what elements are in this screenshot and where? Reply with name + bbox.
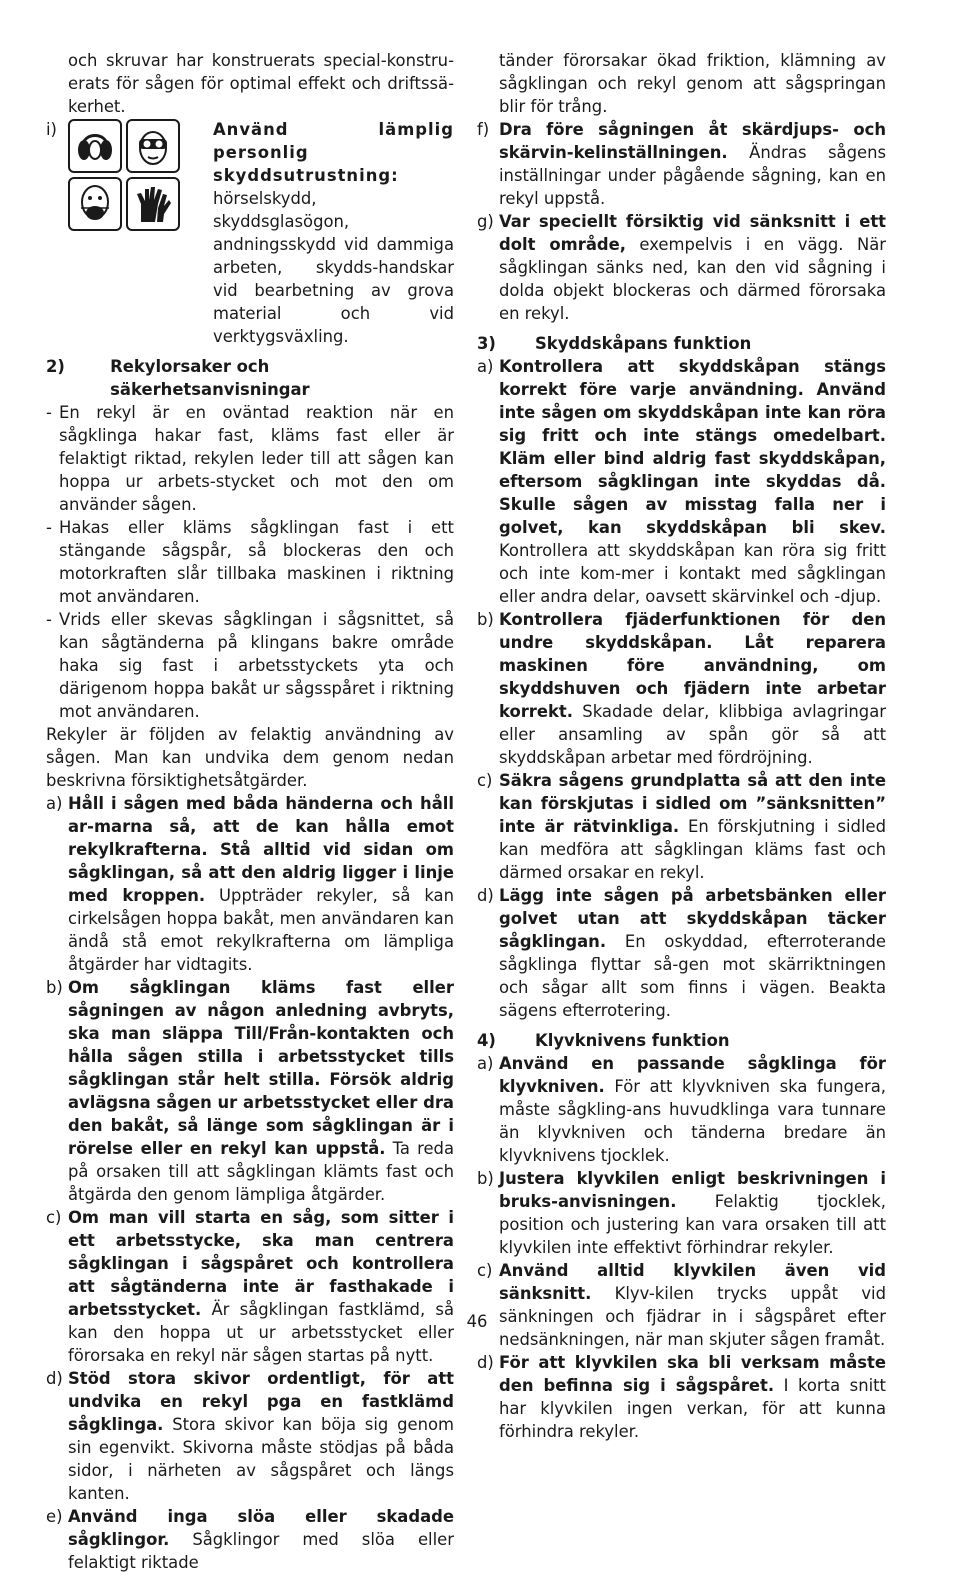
- item-bold: Kontrollera att skyddskåpan stängs korrekt före varje användning. Använd inte sågen om skyddskåpan inte kan röra sig fritt och inte stängs omedelbart. Kläm eller bind aldrig fast skyddskåpan, eftersom sågklingan inte skyddas då. Skulle sågen av misstag falla ner i golvet, kan skyddskåpan bli skev.: [499, 357, 886, 537]
- item-label: f): [477, 120, 490, 139]
- section-2-heading: [46, 355, 454, 401]
- item-bold: För att klyvkilen ska bli verksam måste den befinna sig i sågspåret.: [499, 1353, 886, 1395]
- item-bold: Använd alltid klyvkilen även vid sänksnitt.: [499, 1261, 886, 1303]
- item-f: [477, 118, 886, 210]
- ppe-bold: Använd lämplig personlig skyddsutrustning:: [213, 120, 454, 185]
- item-label: c): [46, 1208, 62, 1227]
- item-bold: Använd inga slöa eller skadade sågklingor.: [68, 1507, 454, 1549]
- item-text: Uppträder rekyler, så kan cirkelsågen hoppa bakåt, men användaren kan ändå stå emot rekylkrafterna om lämpliga åtgärder har vidtagits.: [68, 886, 454, 974]
- item-b: [477, 608, 886, 769]
- item-c: [477, 1259, 886, 1351]
- section-number: 3): [477, 334, 496, 353]
- item-i: [46, 118, 454, 348]
- bullet-text: Vrids eller skevas sågklingan i sågsnittet, så kan sågtänderna på klingans bakre område haka sig fast i arbetsstyckets yta och därigenom hoppa bakåt ur sågsspåret i riktning mot användaren.: [59, 610, 454, 721]
- item-d: [477, 1351, 886, 1443]
- item-bold: Använd en passande sågklinga för klyvkniven.: [499, 1054, 886, 1096]
- item-label: a): [477, 357, 494, 376]
- item-label: i): [46, 120, 57, 139]
- safety-glasses-icon: [126, 119, 180, 173]
- page-number: 46: [466, 1312, 488, 1331]
- item-label: b): [46, 978, 63, 997]
- item-text: Ändras sågens inställningar under pågående sågning, kan en rekyl uppstå.: [499, 143, 886, 208]
- item-bold: Stöd stora skivor ordentligt, för att undvika en rekyl pga en fastklämd sågklinga.: [68, 1369, 454, 1434]
- item-text: För att klyvkniven ska fungera, måste sågkling-ans huvudklinga vara tunnare än klyvkniven och tänderna bredare än klyvknivens tjocklek.: [499, 1077, 886, 1165]
- item-text: Sågklingor med slöa eller felaktigt riktade: [68, 1530, 454, 1572]
- ppe-icons: [68, 119, 186, 231]
- item-text: En förskjutning i sidled kan medföra att sågklingan kläms fast och därmed orsakar en rekyl.: [499, 817, 886, 882]
- item-bold: Om man vill starta en såg, som sitter i ett arbetsstycke, ska man centrera sågklingan i sågspåret och kontrollera att sågtänderna inte är fasthakade i arbetsstycket.: [68, 1208, 454, 1319]
- item-bold: Dra före sågningen åt skärdjups- och skärvin-kelinställningen.: [499, 120, 886, 162]
- item-g: [477, 210, 886, 325]
- item-label: c): [477, 1261, 493, 1280]
- item-a: [46, 792, 454, 976]
- item-label: a): [46, 794, 63, 813]
- section-3-heading: [477, 332, 886, 355]
- section-4-heading: [477, 1029, 886, 1052]
- bullet-item: [46, 401, 454, 516]
- section-number: 4): [477, 1031, 496, 1050]
- item-label: b): [477, 1169, 494, 1188]
- bullet-item: [46, 516, 454, 608]
- item-bold: Kontrollera fjäderfunktionen för den undre skyddskåpan. Låt reparera maskinen före användning, om skyddshuven och fjädern inte arbetar korrekt.: [499, 610, 886, 721]
- item-bold: Lägg inte sågen på arbetsbänken eller golvet utan att skyddskåpan täcker sågklingan.: [499, 886, 886, 951]
- item-text: I korta snitt har klyvkilen ingen verkan, för att kunna förhindra rekyler.: [499, 1376, 886, 1441]
- section-number: 2): [46, 357, 65, 376]
- item-bold: Säkra sågens grundplatta så att den inte kan förskjutas i sidled om ”sänksnitten” inte är rätvinkliga.: [499, 771, 886, 836]
- bullet-dash: -: [46, 610, 52, 629]
- bullet-text: En rekyl är en oväntad reaktion när en sågklinga hakar fast, kläms fast eller är felaktigt riktad, rekylen leder till att sågen kan hoppa ur arbets-stycket och mot den om använder sågen.: [59, 403, 454, 514]
- paragraph: Rekyler är följden av felaktig användning av sågen. Man kan undvika dem genom nedan beskrivna försiktighetsåtgärder.: [46, 725, 454, 790]
- item-text: Är sågklingan fastklämd, så kan den hoppa ut ur arbetsstycket eller förorsaka en rekyl när sågen startas på nytt.: [68, 1300, 454, 1365]
- section-title: Klyvknivens funktion: [535, 1031, 730, 1050]
- item-label: d): [477, 886, 494, 905]
- item-text: exempelvis i en vägg. När sågklingan sänks ned, kan den vid sågning i dolda objekt blockeras och därmed förorsaka en rekyl.: [499, 235, 886, 323]
- ppe-text-rest: hörselskydd, skyddsglasögon, andningsskydd vid dammiga arbeten, skydds-handskar vid bearbetning av grova material och vid verktygsväxling.: [213, 189, 454, 346]
- item-text: Ta reda på orsaken till att sågklingan klämts fast och åtgärda den genom lämpliga åtgärder.: [68, 1139, 454, 1204]
- item-bold: Var speciellt försiktig vid sänksnitt i ett dolt område,: [499, 212, 886, 254]
- item-e: [46, 1505, 454, 1574]
- right-column: [477, 49, 886, 1443]
- item-label: g): [477, 212, 494, 231]
- item-bold: Håll i sågen med båda händerna och håll ar-marna så, att de kan hålla emot rekylkrafterna. Stå alltid vid sidan om sågklingan, så att den aldrig ligger i linje med kroppen.: [68, 794, 454, 905]
- bullet-text: Hakas eller kläms sågklingan fast i ett stängande sågspår, så blockeras den och motorkraften slår tillbaka maskinen i riktning mot användaren.: [59, 518, 454, 606]
- item-bold: Om sågklingan kläms fast eller sågningen av någon anledning avbryts, ska man släppa Till/Från-kontakten och hålla sågen stilla i arbetsstycket tills sågklingan står helt stilla. Försök aldrig avlägsna sågen ur arbetsstycket eller dra den bakåt, så länge som sågklingan är i rörelse eller en rekyl kan uppstå.: [68, 978, 454, 1158]
- item-text: Klyv-kilen trycks uppåt vid sänkningen och fjädrar in i sågspåret efter nedsänkningen, när man skjuter sågen framåt.: [499, 1284, 886, 1349]
- item-label: d): [477, 1353, 494, 1372]
- item-d: [477, 884, 886, 1022]
- item-label: c): [477, 771, 493, 790]
- item-bold: Justera klyvkilen enligt beskrivningen i bruks-anvisningen.: [499, 1169, 886, 1211]
- item-c: [46, 1206, 454, 1367]
- item-d: [46, 1367, 454, 1505]
- item-text: Stora skivor kan böja sig genom sin egenvikt. Skivorna måste stödjas på båda sidor, i närheten av sågspåret och längs kanten.: [68, 1415, 454, 1503]
- section-title: Skyddskåpans funktion: [535, 334, 752, 353]
- bullet-dash: -: [46, 403, 52, 422]
- item-a: [477, 1052, 886, 1167]
- item-text: Kontrollera att skyddskåpan kan röra sig fritt och inte kom-mer i kontakt med sågklingan eller andra delar, oavsett skärvinkel och -djup.: [499, 541, 886, 606]
- item-label: a): [477, 1054, 494, 1073]
- item-a: [477, 355, 886, 608]
- continued-text: tänder förorsakar ökad friktion, klämning av sågklingan och rekyl genom att sågspringan blir för trång.: [499, 51, 886, 116]
- item-text: Skadade delar, klibbiga avlagringar eller ansamling av spån gör så att skyddskåpan arbetar med fördröjning.: [499, 702, 886, 767]
- dust-mask-icon: [68, 177, 122, 231]
- bullet-item: [46, 608, 454, 723]
- item-text: Felaktig tjocklek, position och justering kan vara orsaken till att klyvkilen inte effektivt förhindrar rekyler.: [499, 1192, 886, 1257]
- left-column: [46, 49, 454, 1574]
- section-title: Rekylorsaker och säkerhetsanvisningar: [110, 357, 310, 399]
- ear-protection-icon: [68, 119, 122, 173]
- item-c: [477, 769, 886, 884]
- item-b: [477, 1167, 886, 1259]
- bullet-dash: -: [46, 518, 52, 537]
- item-label: b): [477, 610, 494, 629]
- item-b: [46, 976, 454, 1206]
- item-label: d): [46, 1369, 63, 1388]
- item-label: e): [46, 1507, 63, 1526]
- item-text: En oskyddad, efterroterande sågklinga flyttar så-gen mot skärriktningen och sågar allt som finns i vägen. Beakta sägens efterrotering.: [499, 932, 886, 1020]
- intro-text: och skruvar har konstruerats special-konstru-erats för sågen för optimal effekt och driftssä-kerhet.: [68, 51, 454, 116]
- protective-gloves-icon: [126, 177, 180, 231]
